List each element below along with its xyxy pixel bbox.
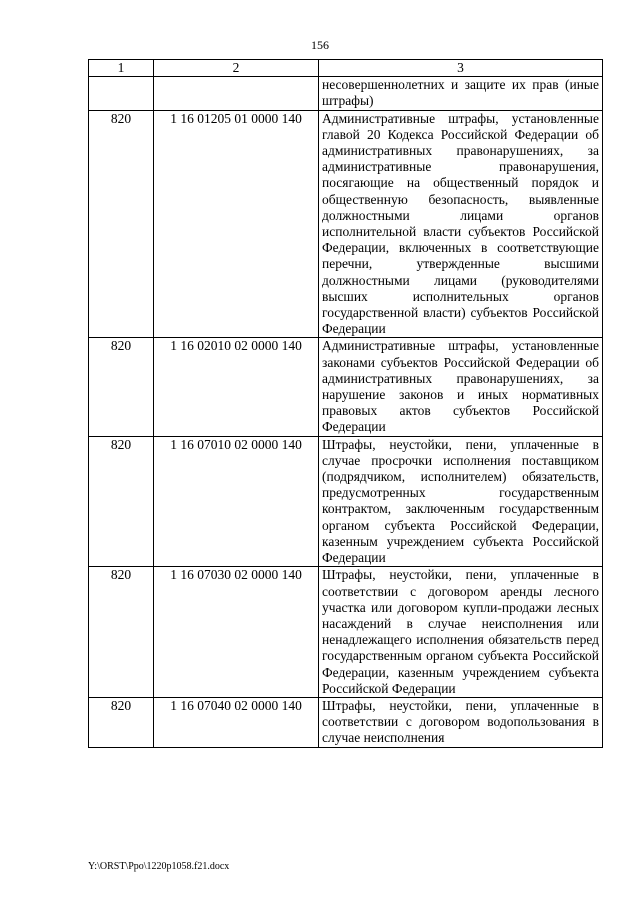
admin-code-cell: 820 [89,338,154,436]
kbk-code-cell: 1 16 07030 02 0000 140 [154,567,319,698]
table-row [89,338,603,436]
kbk-code-cell: 1 16 02010 02 0000 140 [154,338,319,436]
table-header-row [89,60,603,77]
description-cell: Административные штрафы, установленные главой 20 Кодекса Российской Федерации об административных правонарушениях, за административные правонарушения, посягающие на общественный порядок и общественную безопасность, выявленные должностными лицами органов исполнительной власти субъектов Российской Федерации, включенных в соответствующие перечни, утвержденные высшими должностными лицами (руководителями высших исполнительных органов государственной власти) субъектов Российской Федерации [319,110,603,338]
table-row [89,110,603,338]
admin-code-cell: 820 [89,110,154,338]
admin-code-cell: 820 [89,567,154,698]
table-row [89,697,603,747]
description-cell: Штрафы, неустойки, пени, уплаченные в случае просрочки исполнения поставщиком (подрядчиком, исполнителем) обязательств, предусмотренных государственным контрактом, заключенным государственным органом субъекта Российской Федерации, казенным учреждением субъекта Российской Федерации [319,436,603,567]
description-cell: Штрафы, неустойки, пени, уплаченные в соответствии с договором аренды лесного участка или договором купли-продажи лесных насаждений в случае неисполнения или ненадлежащего исполнения обязательств перед государственным органом субъекта Российской Федерации, казенным учреждением субъекта Российской Федерации [319,567,603,698]
kbk-code-cell: 1 16 07010 02 0000 140 [154,436,319,567]
column-header-3: 3 [319,60,603,77]
footer-file-path: Y:\ORST\Ppo\1220p1058.f21.docx [88,861,230,872]
table-row [89,77,603,110]
table-row [89,436,603,567]
column-header-2: 2 [154,60,319,77]
page-number: 156 [311,38,329,52]
description-cell: Штрафы, неустойки, пени, уплаченные в соответствии с договором водопользования в случае неисполнения [319,697,603,747]
kbk-code-cell: 1 16 07040 02 0000 140 [154,697,319,747]
column-header-1: 1 [89,60,154,77]
description-cell: Административные штрафы, установленные законами субъектов Российской Федерации об административных правонарушениях, за нарушение законов и иных нормативных правовых актов субъектов Российской Федерации [319,338,603,436]
kbk-code-cell [154,77,319,110]
description-cell: несовершеннолетних и защите их прав (иные штрафы) [319,77,603,110]
admin-code-cell [89,77,154,110]
kbk-code-cell: 1 16 01205 01 0000 140 [154,110,319,338]
budget-codes-table [88,59,603,748]
admin-code-cell: 820 [89,697,154,747]
table-row [89,567,603,698]
admin-code-cell: 820 [89,436,154,567]
